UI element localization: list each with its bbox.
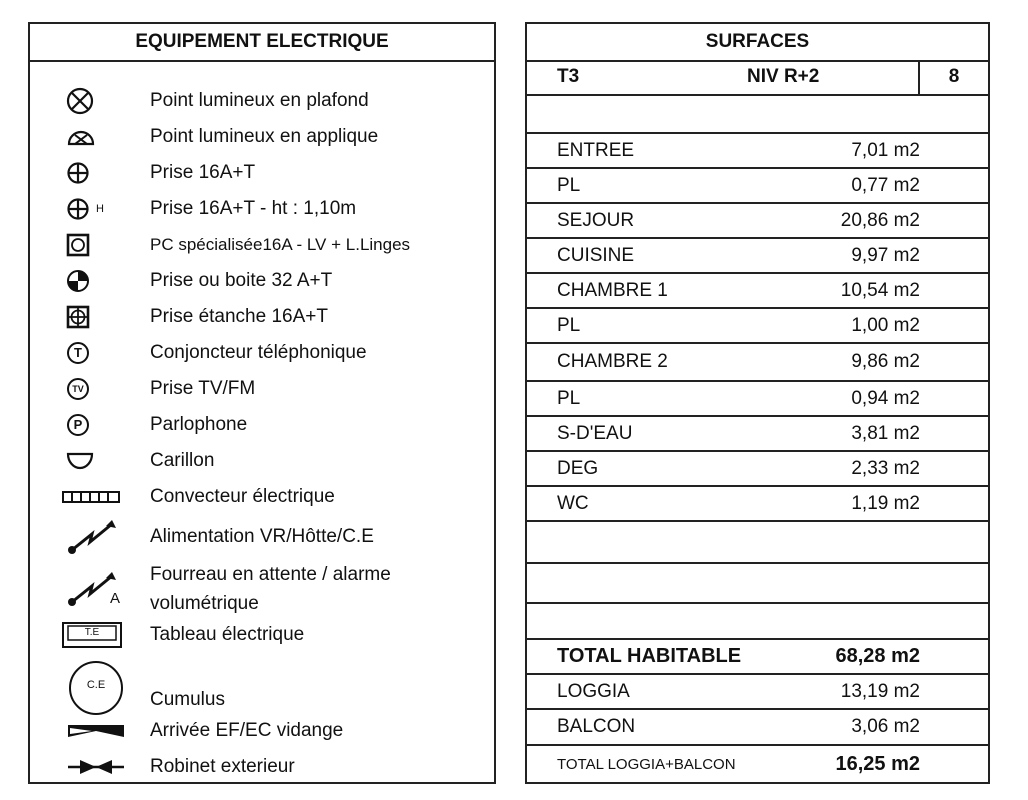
legend-item <box>30 716 494 745</box>
apartment-level: NIV R+2 <box>747 66 820 87</box>
legend-label: Prise TV/FM <box>150 378 256 399</box>
room-area: 1,00 m2 <box>851 314 920 336</box>
legend-label: Carillon <box>150 450 215 471</box>
table-row <box>527 417 988 452</box>
surfaces-title: SURFACES <box>527 24 988 62</box>
room-area: 9,86 m2 <box>851 351 920 372</box>
legend-label: Tableau électrique <box>150 624 305 645</box>
balcon-row <box>527 710 988 746</box>
apartment-type: T3 <box>557 66 580 87</box>
legend-label: PC spécialisée16A - LV + L.Linges <box>150 235 411 254</box>
room-name: PL <box>557 387 581 409</box>
empty-row <box>527 96 988 134</box>
chime-icon <box>30 451 150 471</box>
legend-label: Alimentation VR/Hôtte/C.E <box>150 525 374 547</box>
room-area: 0,77 m2 <box>851 174 920 196</box>
room-name: SEJOUR <box>557 209 635 231</box>
water-inlet-icon <box>30 721 150 741</box>
legend-item <box>30 122 494 151</box>
legend-item <box>30 560 494 618</box>
total-loggia-balcon-label: TOTAL LOGGIA+BALCON <box>557 755 736 773</box>
square-socket-icon <box>30 233 150 257</box>
total-habitable-row <box>527 640 988 675</box>
room-area: 2,33 m2 <box>851 457 920 479</box>
legend-item <box>30 266 494 295</box>
empty-row <box>527 564 988 604</box>
legend-item <box>30 446 494 475</box>
socket-h-icon <box>30 197 150 221</box>
room-area: 20,86 m2 <box>840 209 920 231</box>
water-heater-icon: C.E <box>68 660 124 716</box>
table-row <box>527 452 988 487</box>
legend-item <box>30 194 494 223</box>
table-row <box>527 344 988 382</box>
room-area: 9,97 m2 <box>851 244 920 266</box>
legend-label: Cumulus <box>150 688 225 710</box>
table-row <box>527 274 988 309</box>
table-row <box>527 239 988 274</box>
legend-item <box>30 86 494 115</box>
loggia-row <box>527 675 988 710</box>
legend-label: Prise ou boite 32 A+T <box>150 270 333 291</box>
legend-label: Conjoncteur téléphonique <box>150 342 367 363</box>
legend-label: Point lumineux en plafond <box>150 90 369 111</box>
table-row <box>527 169 988 204</box>
room-area: 7,01 m2 <box>851 139 920 161</box>
room-name: PL <box>557 174 581 196</box>
room-name: ENTREE <box>557 139 635 161</box>
apartment-number: 8 <box>918 60 988 94</box>
legend-item <box>30 230 494 259</box>
legend-item <box>30 302 494 331</box>
apartment-header-row <box>527 60 988 96</box>
tv-socket-icon: TV <box>66 377 90 401</box>
room-name: CHAMBRE 2 <box>557 351 668 372</box>
legend-item <box>30 620 494 649</box>
legend-label: Arrivée EF/EC vidange <box>150 720 344 741</box>
wall-light-icon <box>30 126 150 148</box>
room-name: S-D'EAU <box>557 422 633 444</box>
legend-label: Fourreau en attente / alarme volumétrique <box>150 564 391 614</box>
legend-label: Robinet exterieur <box>150 756 295 777</box>
room-name: CHAMBRE 1 <box>557 279 668 301</box>
equipment-legend-panel <box>28 22 496 784</box>
total-habitable-label: TOTAL HABITABLE <box>557 645 742 667</box>
cross-circle-icon <box>30 87 150 115</box>
legend-label: Parlophone <box>150 414 248 435</box>
outdoor-tap-icon <box>30 757 150 777</box>
legend-item <box>30 338 494 367</box>
room-name: DEG <box>557 457 599 479</box>
intercom-icon: P <box>66 413 90 437</box>
legend-item <box>30 158 494 187</box>
room-name: CUISINE <box>557 244 635 266</box>
power-supply-icon <box>30 516 150 556</box>
legend-item <box>30 374 494 403</box>
equipment-title: EQUIPEMENT ELECTRIQUE <box>30 24 494 62</box>
telephone-jack-icon: T <box>66 341 90 365</box>
socket-icon <box>30 161 150 185</box>
room-area: 10,54 m2 <box>840 279 920 301</box>
loggia-label: LOGGIA <box>557 680 630 702</box>
socket-h-icon-text: H <box>96 202 104 215</box>
total-loggia-balcon-value: 16,25 m2 <box>835 752 920 775</box>
empty-row <box>527 604 988 640</box>
total-habitable-value: 68,28 m2 <box>835 645 920 667</box>
legend-item <box>30 660 494 716</box>
room-area: 1,19 m2 <box>851 492 920 514</box>
legend-label: Prise 16A+T - ht : 1,10m <box>150 198 357 219</box>
balcon-label: BALCON <box>557 716 636 737</box>
legend-label: Prise 16A+T <box>150 162 256 183</box>
legend-label: Prise étanche 16A+T <box>150 306 328 327</box>
room-area: 3,81 m2 <box>851 422 920 444</box>
electric-panel-icon: T.E <box>62 622 122 648</box>
convector-icon <box>30 490 150 504</box>
table-row <box>527 204 988 239</box>
room-area: 0,94 m2 <box>851 387 920 409</box>
surfaces-panel <box>525 22 990 784</box>
legend-label: Point lumineux en applique <box>150 126 379 147</box>
legend-item <box>30 516 494 556</box>
legend-item <box>30 482 494 511</box>
quarter-filled-circle-icon <box>30 269 150 293</box>
room-name: PL <box>557 314 581 336</box>
table-row <box>527 487 988 522</box>
waterproof-socket-icon <box>30 305 150 329</box>
table-row <box>527 134 988 169</box>
total-loggia-balcon-row <box>527 746 988 782</box>
room-name: WC <box>557 492 589 514</box>
legend-label: Convecteur électrique <box>150 486 335 507</box>
table-row <box>527 382 988 417</box>
legend-item <box>30 410 494 439</box>
balcon-value: 3,06 m2 <box>851 716 920 737</box>
table-row <box>527 309 988 344</box>
loggia-value: 13,19 m2 <box>840 680 920 702</box>
legend-item <box>30 752 494 781</box>
empty-row <box>527 522 988 564</box>
conduit-alarm-icon: A <box>66 568 130 612</box>
